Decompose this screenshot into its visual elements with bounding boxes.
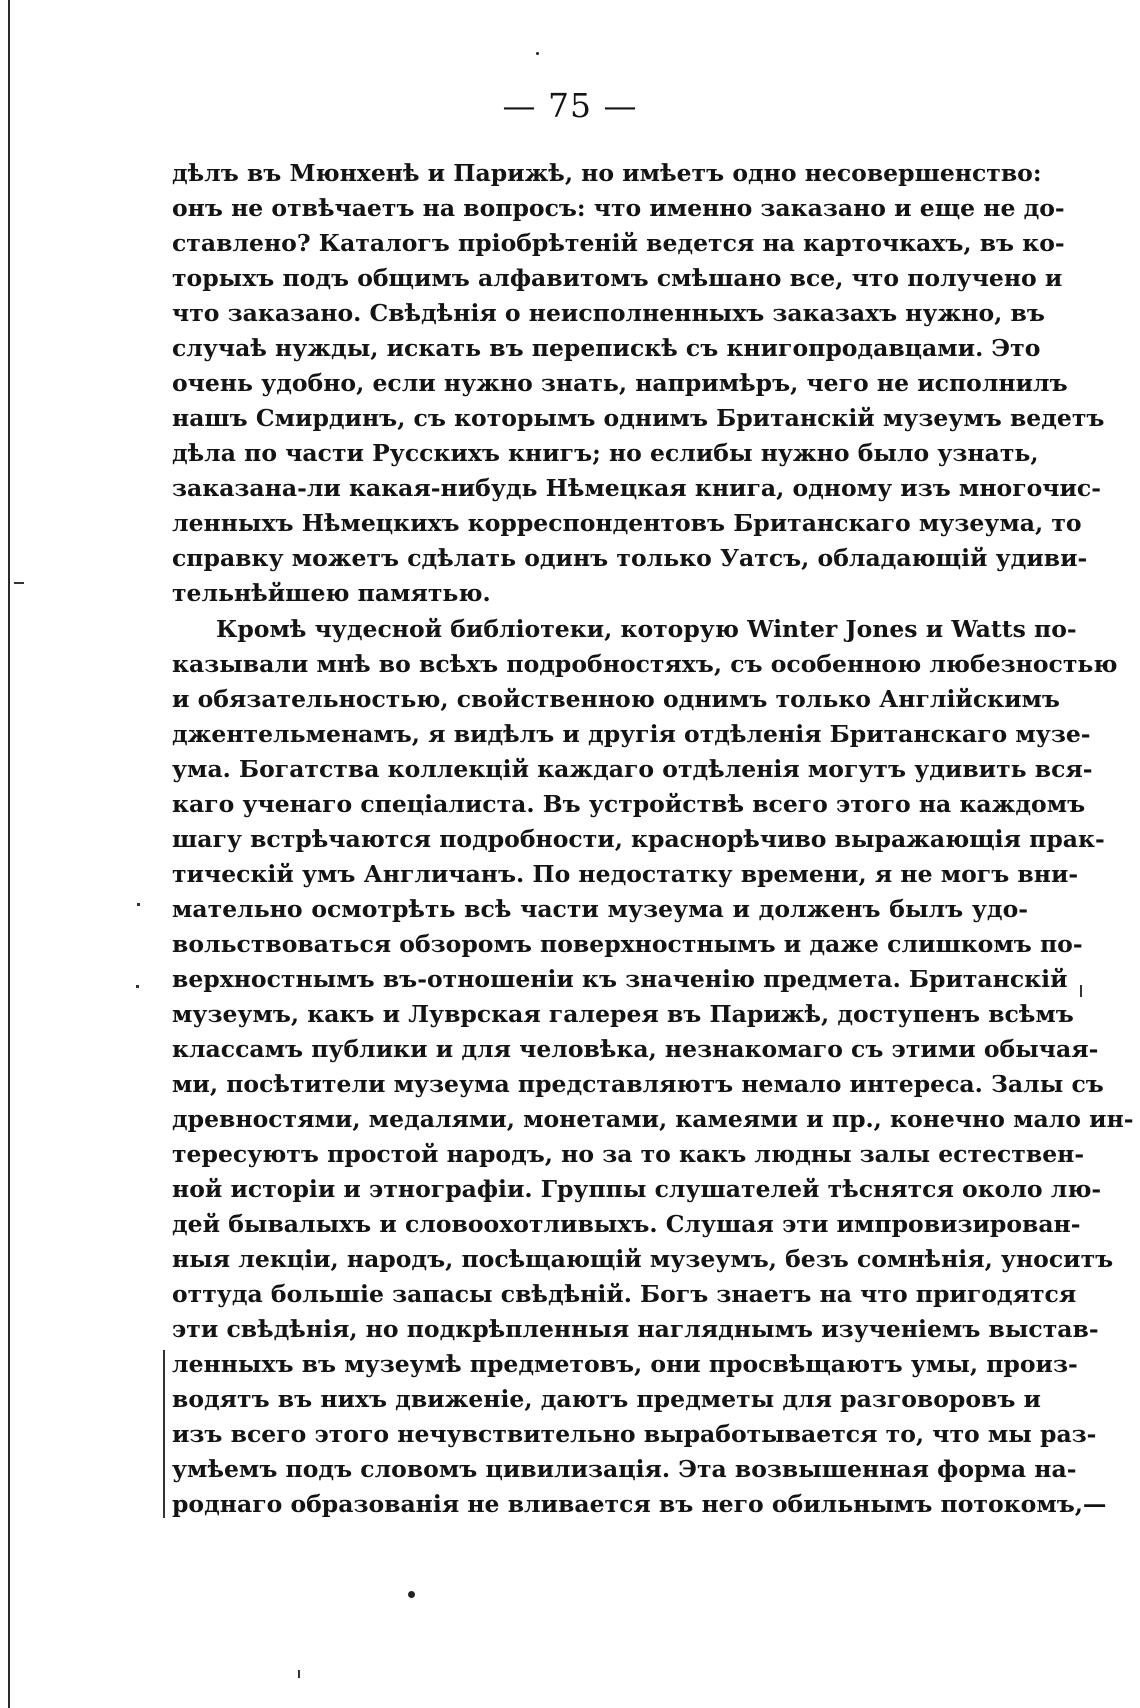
text-line: тересуютъ простой народъ, но за то какъ людны залы естествен- bbox=[172, 1140, 1085, 1168]
text-line: ума. Богатства коллекцій каждаго отдѣленія могутъ удивить вся- bbox=[172, 755, 1093, 783]
text-line: ленныхъ въ музеумѣ предметовъ, они просвѣщаютъ умы, произ- bbox=[172, 1350, 1078, 1378]
page-number: — 75 — bbox=[502, 86, 638, 125]
text-line: случаѣ нужды, искать въ перепискѣ съ книгопродавцами. Это bbox=[172, 334, 1041, 362]
margin-mark bbox=[1080, 985, 1082, 997]
page-edge-rule bbox=[8, 0, 10, 1708]
text-line: музеумъ, какъ и Луврская галерея въ Парижѣ, доступенъ всѣмъ bbox=[172, 1000, 1074, 1028]
text-line: ленныхъ Нѣмецкихъ корреспондентовъ Британскаго музеума, то bbox=[172, 509, 1082, 537]
text-line: дѣлъ въ Мюнхенѣ и Парижѣ, но имѣетъ одно несовершенство: bbox=[172, 159, 1042, 187]
text-line: ставлено? Каталогъ пріобрѣтеній ведется на карточкахъ, въ ко- bbox=[172, 229, 1065, 257]
text-line: справку можетъ сдѣлать одинъ только Уатсъ, обладающій удиви- bbox=[172, 544, 1088, 572]
text-line: древностями, медалями, монетами, камеями и пр., конечно мало ин- bbox=[172, 1105, 1134, 1133]
text-line: торыхъ подъ общимъ алфавитомъ смѣшано все, что получено и bbox=[172, 264, 1063, 292]
paragraph-1 bbox=[172, 156, 1105, 611]
text-line: ной исторіи и этнографіи. Группы слушателей тѣснятся около лю- bbox=[172, 1175, 1102, 1203]
text-line: казывали мнѣ во всѣхъ подробностяхъ, съ особенною любезностью bbox=[172, 650, 1118, 678]
text-line: Кромѣ чудесной библіотеки, которую Winter Jones и Watts по- bbox=[216, 615, 1077, 643]
margin-mark bbox=[298, 1670, 300, 1678]
text-line: дѣла по части Русскихъ книгъ; но еслибы нужно было узнать, bbox=[172, 439, 1039, 467]
paragraph-2 bbox=[172, 612, 1134, 1522]
text-line: классамъ публики и для человѣка, незнакомаго съ этими обычая- bbox=[172, 1035, 1099, 1063]
margin-mark bbox=[136, 985, 139, 988]
scan-speck bbox=[536, 52, 539, 55]
text-line: и обязательностью, свойственною однимъ только Англійскимъ bbox=[172, 685, 1060, 713]
text-line: каго ученаго спеціалиста. Въ устройствѣ всего этого на каждомъ bbox=[172, 790, 1086, 818]
text-line: верхностнымъ въ-отношеніи къ значенію предмета. Британскій bbox=[172, 965, 1068, 993]
text-line: изъ всего этого нечувствительно выработывается то, что мы раз- bbox=[172, 1420, 1097, 1448]
text-line: вольствоваться обзоромъ поверхностнымъ и даже слишкомъ по- bbox=[172, 930, 1083, 958]
margin-mark bbox=[14, 582, 24, 584]
text-line: мательно осмотрѣть всѣ части музеума и долженъ былъ удо- bbox=[172, 895, 1028, 923]
text-line: что заказано. Свѣдѣнія о неисполненныхъ заказахъ нужно, въ bbox=[172, 299, 1045, 327]
text-line: оттуда большіе запасы свѣдѣній. Богъ знаетъ на что пригодятся bbox=[172, 1280, 1077, 1308]
text-line: нашъ Смирдинъ, съ которымъ однимъ Британскій музеумъ ведетъ bbox=[172, 404, 1105, 432]
margin-mark bbox=[137, 903, 140, 906]
text-line: джентельменамъ, я видѣлъ и другія отдѣленія Британскаго музе- bbox=[172, 720, 1091, 748]
body-text bbox=[172, 156, 1134, 1522]
text-line: шагу встрѣчаются подробности, краснорѣчиво выражающія прак- bbox=[172, 825, 1105, 853]
text-line: водятъ въ нихъ движеніе, даютъ предметы для разговоровъ и bbox=[172, 1385, 1041, 1413]
margin-bracket bbox=[163, 1350, 165, 1518]
text-line: эти свѣдѣнія, но подкрѣпленныя нагляднымъ изученіемъ выстав- bbox=[172, 1315, 1099, 1343]
text-line: онъ не отвѣчаетъ на вопросъ: что именно заказано и еще не до- bbox=[172, 194, 1065, 222]
text-line: заказана-ли какая-нибудь Нѣмецкая книга, одному изъ многочис- bbox=[172, 474, 1101, 502]
text-line: ныя лекціи, народъ, посѣщающій музеумъ, безъ сомнѣнія, уноситъ bbox=[172, 1245, 1114, 1273]
text-line: умѣемъ подъ словомъ цивилизація. Эта возвышенная форма на- bbox=[172, 1455, 1077, 1483]
text-line: очень удобно, если нужно знать, напримѣръ, чего не исполнилъ bbox=[172, 369, 1068, 397]
text-line: тическій умъ Англичанъ. По недостатку времени, я не могъ вни- bbox=[172, 860, 1079, 888]
text-line: тельнѣйшею памятью. bbox=[172, 579, 491, 607]
text-line: роднаго образованія не вливается въ него обильнымъ потокомъ,— bbox=[172, 1490, 1107, 1518]
text-line: дей бывалыхъ и словоохотливыхъ. Слушая эти импровизирован- bbox=[172, 1210, 1081, 1238]
scan-speck bbox=[408, 1591, 415, 1598]
text-line: ми, посѣтители музеума представляютъ немало интереса. Залы съ bbox=[172, 1070, 1104, 1098]
